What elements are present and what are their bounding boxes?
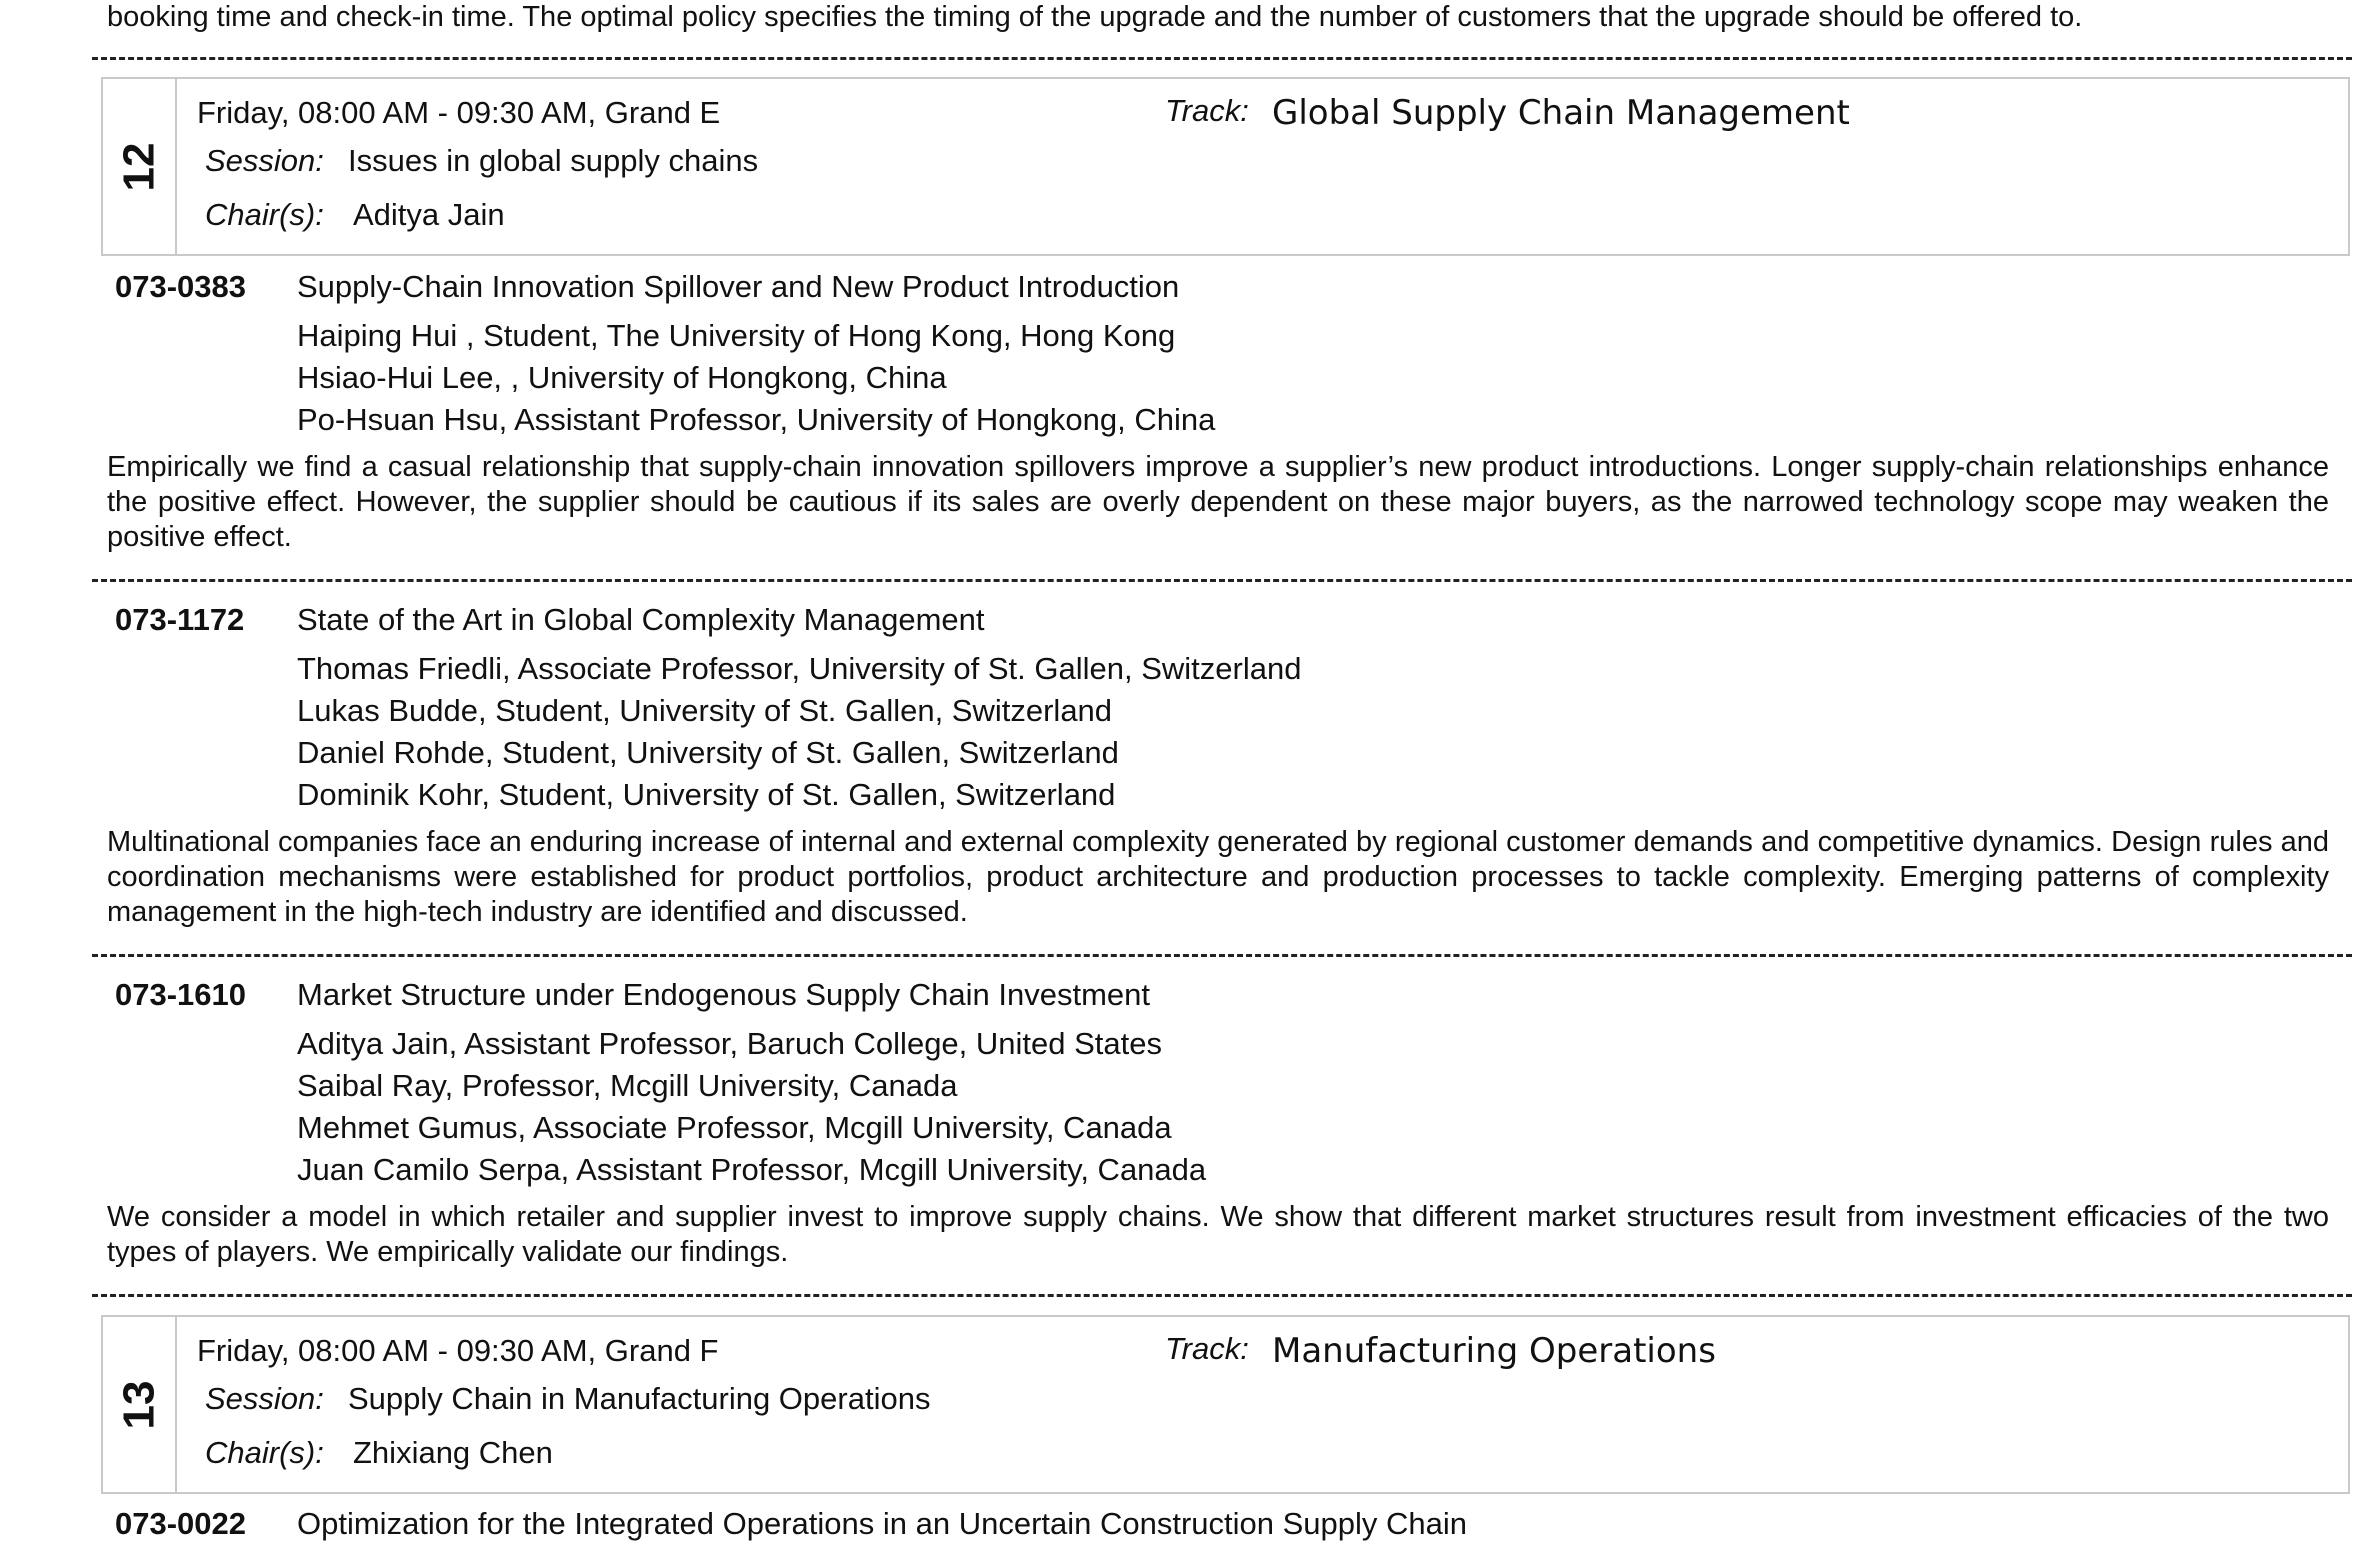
session-time-room: Friday, 08:00 AM - 09:30 AM, Grand F <box>197 1333 719 1368</box>
divider <box>92 1294 2352 1297</box>
paper-abstract: Empirically we find a casual relationship that supply-chain innovation spillovers improve a supplier’s new product introductions. Longer supply-chain relationships enhance the positive effect. However, the supplier should be cautious if its sales are overly dependent on these major buyers, as the narrowed technology scope may weaken the positive effect. <box>107 451 2329 553</box>
session-number: 12 <box>103 79 177 254</box>
paper-id: 073-0022 <box>115 1506 247 1541</box>
session-time-room: Friday, 08:00 AM - 09:30 AM, Grand E <box>197 95 721 130</box>
paper-id: 073-0383 <box>115 269 247 304</box>
author: Po-Hsuan Hsu, Assistant Professor, University of Hongkong, China <box>297 402 1216 437</box>
session-label: Session: <box>205 1381 324 1416</box>
divider <box>92 954 2352 957</box>
session-number: 13 <box>103 1317 177 1492</box>
author: Dominik Kohr, Student, University of St. Gallen, Switzerland <box>297 777 1116 812</box>
track-name: Global Supply Chain Management <box>1272 93 1850 133</box>
author: Aditya Jain, Assistant Professor, Baruch College, United States <box>297 1026 1163 1061</box>
paper-title: Market Structure under Endogenous Supply Chain Investment <box>297 977 1150 1012</box>
session-header-13 <box>101 1315 2350 1494</box>
author: Daniel Rohde, Student, University of St. Gallen, Switzerland <box>297 735 1119 770</box>
abstract-fragment: booking time and check-in time. The optimal policy specifies the timing of the upgrade and the number of customers that the upgrade should be offered to. <box>107 1 2083 33</box>
paper-id: 073-1610 <box>115 977 247 1012</box>
session-header-12 <box>101 77 2350 256</box>
paper-id: 073-1172 <box>115 602 245 637</box>
paper-title: Supply-Chain Innovation Spillover and New Product Introduction <box>297 269 1180 304</box>
track-label: Track: <box>1165 1331 1249 1366</box>
session-label: Session: <box>205 143 324 178</box>
author: Thomas Friedli, Associate Professor, University of St. Gallen, Switzerland <box>297 651 1302 686</box>
author: Haiping Hui , Student, The University of Hong Kong, Hong Kong <box>297 318 1176 353</box>
paper-title: State of the Art in Global Complexity Management <box>297 602 985 637</box>
track-label: Track: <box>1165 93 1249 128</box>
chairs-label: Chair(s): <box>205 197 324 232</box>
divider <box>92 579 2352 582</box>
chairs-name: Zhixiang Chen <box>353 1435 553 1470</box>
author: Mehmet Gumus, Associate Professor, Mcgill University, Canada <box>297 1110 1172 1145</box>
track-name: Manufacturing Operations <box>1272 1331 1716 1371</box>
divider <box>92 57 2352 60</box>
author-list <box>297 648 1301 816</box>
author: Juan Camilo Serpa, Assistant Professor, Mcgill University, Canada <box>297 1152 1207 1187</box>
author: Lukas Budde, Student, University of St. Gallen, Switzerland <box>297 693 1113 728</box>
session-title: Supply Chain in Manufacturing Operations <box>348 1381 931 1416</box>
paper-abstract: We consider a model in which retailer and supplier invest to improve supply chains. We show that different market structures result from investment efficacies of the two types of players. We empirically validate our findings. <box>107 1201 2329 1268</box>
session-title: Issues in global supply chains <box>348 143 759 178</box>
paper-abstract: Multinational companies face an enduring increase of internal and external complexity generated by regional customer demands and competitive dynamics. Design rules and coordination mechanisms were established for product portfolios, product architecture and production processes to tackle complexity. Emerging patterns of complexity management in the high-tech industry are identified and discussed. <box>107 826 2329 928</box>
author-list <box>297 315 1215 441</box>
chairs-label: Chair(s): <box>205 1435 324 1470</box>
author: Saibal Ray, Professor, Mcgill University, Canada <box>297 1068 958 1103</box>
author: Hsiao-Hui Lee, , University of Hongkong, China <box>297 360 947 395</box>
paper-title: Optimization for the Integrated Operations in an Uncertain Construction Supply Chain <box>297 1506 1468 1541</box>
author-list <box>297 1023 1206 1191</box>
chairs-name: Aditya Jain <box>353 197 505 232</box>
